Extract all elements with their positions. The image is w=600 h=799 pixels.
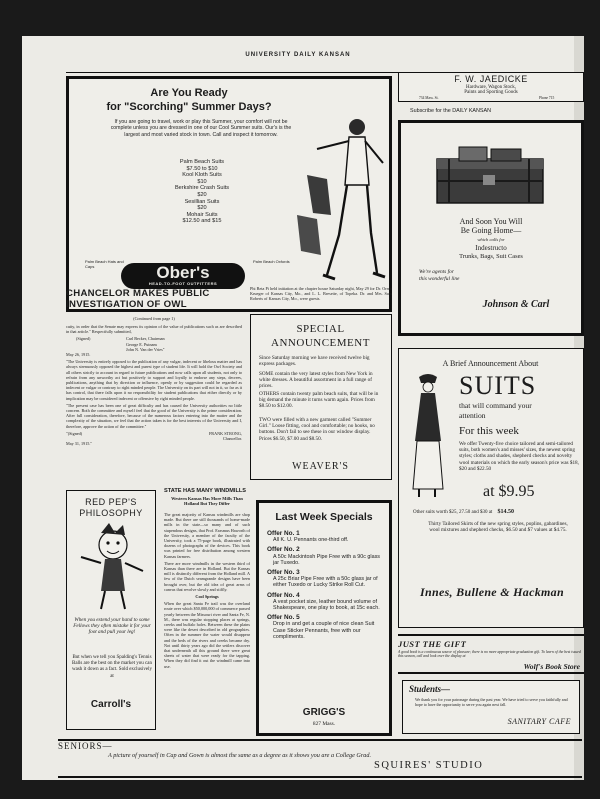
offer-item (267, 547, 385, 566)
johnson-line-1: And Soon You Will (459, 217, 523, 226)
ober-headline-2: for "Scorching" Summer Days? (106, 101, 272, 113)
suits-other-price: $14.50 (497, 509, 515, 515)
subscribe-notice: Subscribe for the DAILY KANSAN (410, 108, 491, 114)
chancelor-continued: (Continued from page 1) (133, 316, 175, 321)
johnson-carl-ad (398, 120, 584, 336)
ober-item: Kool Kloth Suits (182, 172, 222, 179)
offer-item (267, 570, 385, 589)
windmills-headline: STATE HAS MANY WINDMILLS (164, 488, 247, 494)
chancelor-signed: (Signed) (76, 336, 91, 342)
weavers-p3: TWO were filled with a new garment called "Summer Girl." Loose fitting, cool and comfortable; no hooks, no buttons. Don't fail to see these in our window display. Prices $6.50, $7.00 and $8.50. (259, 417, 375, 442)
jaedicke-line-1: Hardware, Wagon Stock, (465, 85, 517, 90)
ober-intro: If you are going to travel, work or play this Summer, your comfort will not be complete unless you are dressed in one of our Cool Summer suits. Our's is the largest and most varied stock in town. Call and inspect it tomorrow. (110, 119, 292, 138)
chancelor-headline-2: INVESTIGATION OF OWL (66, 299, 187, 310)
newspaper-page (22, 36, 584, 780)
chancelor-headline (66, 288, 256, 310)
ober-item: Mohair Suits (186, 211, 218, 218)
chancelor-body (66, 324, 242, 448)
windmills-subhead-2: Cool Springs (195, 594, 219, 600)
chancelor-date-1: May 26, 1915. (66, 352, 91, 358)
windmills-p1: The great majority of Kansas windmills are shop made. But there are still thousands of home-made mills in the state—so many and of such stupendous designs, that Prof. Erasmus Haworth of the University, a member of the faculty of the University, took a 75-page book, illustrated with dozens of photographs of the devices. This book was printed for free distribution among western Kansas farmers. (164, 512, 250, 559)
ibh-logo: Innes, Bullene & Hackman (420, 585, 564, 599)
suits-lead: A Brief Announcement About (442, 359, 539, 368)
windmills-p3: When the great Santa Fe trail was the overland route over which $50,000,000 of commerce passed yearly between the Missouri river and Santa Fe, N. M., there was regular stopping places at springs, creeks and buffalo holes. Between these the plains were like the desert described in old geographies. Often in the summer the water would disappear and the beds of the rivers and creeks became dry. Not until thirty years ago did the settlers discover that underneath all this ground there were great sheets of water that were ready for the tapping. When they did find it out the windmill came into use. (164, 601, 250, 669)
weavers-signature: WEAVER'S (292, 461, 349, 472)
offer-label: Offer No. 3 (267, 569, 300, 577)
chancelor-headline-1: CHANCELOR MAKES PUBLIC (66, 288, 210, 299)
weavers-ad (250, 314, 392, 480)
chancelor-p1: cuity, in order that the Senate may express its opinion of the value of publications such as are described in that article." Respectfully submitted, (66, 324, 242, 335)
signer: John N. Van der Vries" (126, 346, 165, 352)
offer-label: Offer No. 2 (267, 546, 300, 554)
johnson-line-4: Indestructo (475, 244, 507, 252)
ober-item: Palm Beach Suits (179, 159, 225, 165)
ober-logo (121, 263, 245, 289)
red-pep-copy: But when we tell you Spalding's Tennis Balls are the best on the market you can wash it down as a fact. Sold exclusively at (72, 655, 152, 679)
jaedicke-name: F. W. JAEDICKE (454, 74, 528, 84)
chancelor-date-2: May 31, 1915." (66, 441, 93, 447)
red-pep-title-2: PHILOSOPHY (79, 508, 143, 518)
squires-signature: SQUIRES' STUDIO (374, 760, 484, 771)
ober-item: $20 (197, 191, 207, 198)
weavers-heading-1: SPECIAL (296, 323, 345, 335)
offer-text: A 25c Briar Pipe Free with a 50c glass jar of either Tuxedo or Lucky Strike Roll Cut. (273, 576, 378, 589)
johnson-line-5: Trunks, Bags, Suit Cases (459, 253, 523, 260)
specials-title: Last Week Specials (275, 511, 373, 523)
suits-heading: SUITS (459, 371, 537, 400)
weavers-p1: SOME contain the very latest styles from New York in white dresses. A beautiful assortment in a full range of prices. (259, 371, 373, 390)
ober-ad (66, 76, 392, 312)
ober-logo-sub: HEAD-TO-FOOT OUTFITTERS (148, 281, 218, 286)
chancelor-signers (126, 336, 165, 352)
ober-logo-text: Ober's (156, 263, 210, 282)
sanitary-cafe-ad (402, 680, 580, 734)
offer-item (267, 531, 385, 543)
ober-item: $20 (197, 205, 207, 212)
windmills-body (164, 512, 250, 736)
offer-text: Drop in and get a couple of nice clean Suit Case Sticker Pennants, free with our compliments. (273, 621, 375, 640)
sanitary-body: We thank you for your patronage during the past year. We have tried to serve you faithfully and hope to have the opportunity to serve you again next fall. (415, 697, 568, 707)
red-pep-ad (66, 490, 156, 730)
johnson-line-2: Be Going Home— (460, 226, 522, 235)
offer-item (267, 593, 385, 612)
suits-other-row (413, 509, 583, 515)
red-pep-cartoon (75, 521, 149, 611)
ober-headline-1: Are You Ready (150, 87, 228, 99)
offer-text: All K. U. Pennants one-third off. (273, 537, 349, 544)
suits-other: Other suits worth $25, 27.50 and $30 at (413, 510, 493, 515)
suits-skirts: Thirty Tailored Skirts of the new spring styles, poplins, gabardines, wool mixtures and shepherd checks, $6.50 and $7 values at $4.75. (428, 521, 568, 534)
ober-item-list (147, 159, 257, 225)
carrolls-signature: Carroll's (90, 699, 132, 710)
suits-price: at $9.95 (483, 483, 535, 500)
suits-sub-2: attention (459, 411, 486, 420)
red-pep-title-1: RED PEP'S (85, 497, 137, 507)
man-running-illustration (287, 115, 387, 295)
chancelor-signatures (66, 336, 242, 352)
chancelor-signer-2: FRANK STRONG, (208, 430, 242, 436)
wolfs-title: JUST THE GIFT (398, 639, 467, 649)
johnson-line-6: We're agents for (419, 269, 454, 275)
footer-rule (58, 739, 582, 741)
sanitary-title: Students— (409, 684, 451, 694)
griggs-ad (256, 500, 392, 736)
johnson-line-3: which calls for (477, 237, 505, 242)
signer: George E. Putnam (126, 341, 157, 347)
offer-list (267, 531, 385, 644)
chancelor-p3: "The present case has been one of great difficulty and has caused the University authorities no little concern. Both the committee and myself feel that the good of the University is the prime consideration. After full consideration, therefore, because of the numerous factors entering into the matter and the complexity of the situation, we feel that the action taken is for the best interests of the University and I, therefore, approve the action of the committee." (66, 402, 242, 429)
ober-item: Sesillian Suits (184, 198, 220, 205)
ober-item: Berkshire Crash Suits (174, 185, 230, 192)
signer: Carl Becker, Chairman (126, 336, 165, 342)
johnson-line-7: this wonderful line (419, 276, 460, 282)
griggs-address: 827 Mass. (312, 721, 336, 727)
trunk-illustration (429, 145, 551, 209)
jaedicke-address: 734 Mass. St. (419, 96, 439, 100)
ober-item: $12.50 and $15 (182, 218, 222, 225)
suits-sub-1: that will command your (459, 401, 532, 410)
chancelor-title-2: Chancellor. (222, 436, 242, 442)
offer-label: Offer No. 4 (267, 591, 300, 599)
jaedicke-line-2: Paints and Sporting Goods (464, 90, 518, 95)
jaedicke-ad (398, 72, 584, 102)
footer-rule-bottom (58, 776, 582, 778)
offer-label: Offer No. 1 (267, 530, 300, 537)
suits-body: We offer Twenty-five choice tailored and semi-tailored suits, both women's and misses' sizes, the newest spring styles; cloths and shades, shepherd checks and novelty wool materials on which the early season's price was $18, $20 and $22.50 (459, 441, 579, 472)
griggs-signature: GRIGG'S (302, 707, 346, 718)
chancelor-signed-2: "(Signed) (66, 430, 83, 436)
ober-item: $10 (197, 178, 207, 185)
sanitary-signature: SANITARY CAFE (507, 717, 571, 726)
suits-ad (398, 348, 584, 628)
windmills-subhead: Western Kansas Has More Mills Than Holland But They Differ (171, 496, 243, 507)
wolfs-ad (398, 634, 584, 674)
ober-item: $7.50 to $10 (186, 165, 218, 172)
red-pep-caption: When you extend your hand to some Fellows they often mistake it for your foot and pull your leg! (73, 617, 151, 636)
windmills-p2: There are more windmills in the western third of Kansas than there are in Holland. But the Kansas mill is distinctly different from the Holland mill. A few of the Dutch seamgrande designs have been brought over, but the old idea of great arms of canvas that revolve slowly and stiffly. (164, 560, 250, 592)
offer-text: A 50c Mackintosh Pipe Free with a 90c glass jar Tuxedo. (273, 553, 380, 566)
ober-left-note: Palm Beach Hats and Caps (85, 259, 124, 269)
seniors-title: SENIORS— (58, 741, 113, 751)
woman-figure-illustration (405, 371, 451, 501)
social-note: Phi Beta Pi held initiation at the chapter house Saturday night, May 29 for Dr. Orren Krueger of Kansas City, Mo., and L. L. Bresette, of Topeka. Dr. and Mrs. Sam Roberts of Kansas City, Mo., were guests. (250, 286, 392, 302)
chancelor-p2: "The University is entirely opposed to the publication of any vulgar, indecent or libelous matter and has always strenuously opposed the highest and purest type of student life. It will hold the Owl Society and all others strictly to account in regard to future publications and now calls upon all students, not only to refrain from any unworthy act but positively to support and loyally to endorse any steps, decrees, publications, anything that by direction or influence, openly or by suggestion could be regarded as indecent or vulgar or contrary to right minded people. The University on its part will not in it, so far as it has control, that there falls upon it no responsibility for student publications that either directly or by implication may be considered indecent or offensive by right minded people. (66, 359, 242, 401)
squires-line: A picture of yourself in Cap and Gown is almost the same as a degree as it shows you are a College Grad. (108, 752, 372, 759)
weavers-intro: Since Saturday morning we have received twelve big express packages. (259, 355, 370, 368)
weavers-p2: OTHERS contain twenty palm beach suits, that will be in big demand the minute it turns warm again. Prices from $8.50 to $12.00. (259, 391, 379, 410)
wolfs-body: A good book is a continuous source of pleasure; there is no more appropriate graduation gift. To learn of the best issued this season, call and look over the display at (398, 650, 581, 659)
offer-item (267, 615, 385, 640)
offer-text: A vest pocket size, leather bound volume of Shakespeare, one play to book, at 15c each. (273, 598, 380, 612)
johnson-logo: Johnson & Carl (482, 299, 550, 310)
offer-label: Offer No. 5 (267, 614, 300, 622)
suits-week: For this week (459, 425, 519, 437)
masthead: UNIVERSITY DAILY KANSAN (245, 52, 351, 58)
weavers-heading-2: ANNOUNCEMENT (271, 337, 370, 349)
jaedicke-phone: Phone 715 (539, 96, 555, 100)
wolfs-signature: Wolf's Book Store (523, 662, 580, 671)
ober-right-note: Palm Beach Oxfords (253, 259, 290, 264)
